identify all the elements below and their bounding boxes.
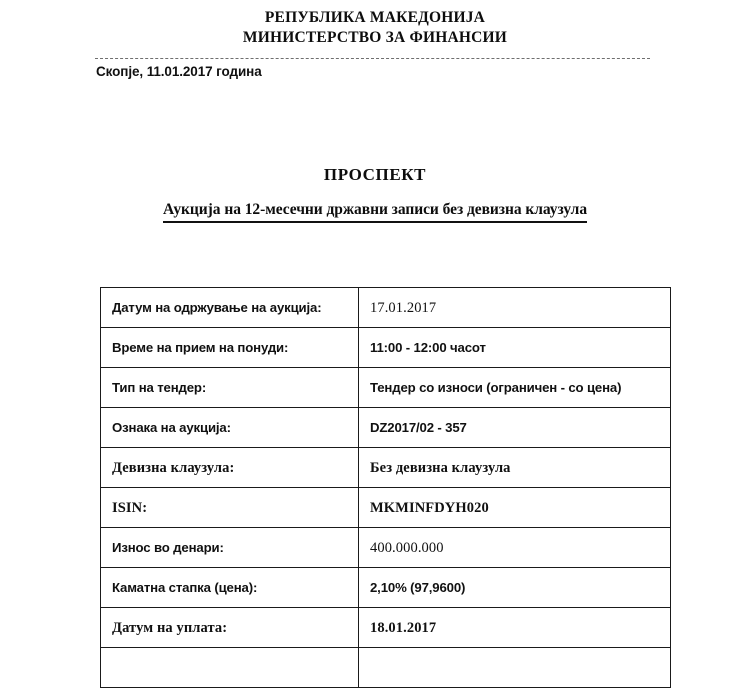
row-label-currency-clause: Девизна клаузула: — [101, 448, 359, 488]
page-title: ПРОСПЕКТ — [323, 165, 427, 184]
row-label-auction-code: Ознака на аукција: — [101, 408, 359, 448]
table-row — [101, 528, 671, 568]
row-label-bid-time: Време на прием на понуди: — [101, 328, 359, 368]
table-row — [101, 368, 671, 408]
row-label-auction-date: Датум на одржување на аукција: — [101, 288, 359, 328]
organization-header-line-2: МИНИСТЕРСТВО ЗА ФИНАНСИИ — [242, 29, 508, 46]
table-row — [101, 568, 671, 608]
table-row — [101, 648, 671, 688]
row-value-truncated — [359, 648, 671, 688]
city-date-line: Скопје, 11.01.2017 година — [96, 64, 262, 79]
row-label-isin: ISIN: — [101, 488, 359, 528]
row-value-tender-type: Тендер со износи (ограничен - со цена) — [359, 368, 671, 408]
dashed-separator — [95, 58, 650, 59]
organization-header — [0, 8, 750, 48]
row-value-interest-rate: 2,10% (97,9600) — [359, 568, 671, 608]
table-row — [101, 408, 671, 448]
table-row — [101, 488, 671, 528]
table-row — [101, 448, 671, 488]
table-row — [101, 288, 671, 328]
row-label-interest-rate: Каматна стапка (цена): — [101, 568, 359, 608]
page-subtitle: Аукција на 12-месечни државни записи без девизна клаузула — [163, 200, 587, 223]
row-value-currency-clause: Без девизна клаузула — [359, 448, 671, 488]
row-value-payment-date: 18.01.2017 — [359, 608, 671, 648]
row-value-auction-date: 17.01.2017 — [359, 288, 671, 328]
row-value-bid-time: 11:00 - 12:00 часот — [359, 328, 671, 368]
organization-header-line-1: РЕПУБЛИКА МАКЕДОНИЈА — [264, 9, 486, 26]
table-row — [101, 608, 671, 648]
row-label-tender-type: Тип на тендер: — [101, 368, 359, 408]
table-row — [101, 328, 671, 368]
row-value-amount-denars: 400.000.000 — [359, 528, 671, 568]
row-label-amount-denars: Износ во денари: — [101, 528, 359, 568]
page-subtitle-container — [0, 200, 750, 223]
row-label-truncated — [101, 648, 359, 688]
row-value-isin: MKMINFDYH020 — [359, 488, 671, 528]
row-value-auction-code: DZ2017/02 - 357 — [359, 408, 671, 448]
auction-details-table — [100, 287, 671, 688]
row-label-payment-date: Датум на уплата: — [101, 608, 359, 648]
